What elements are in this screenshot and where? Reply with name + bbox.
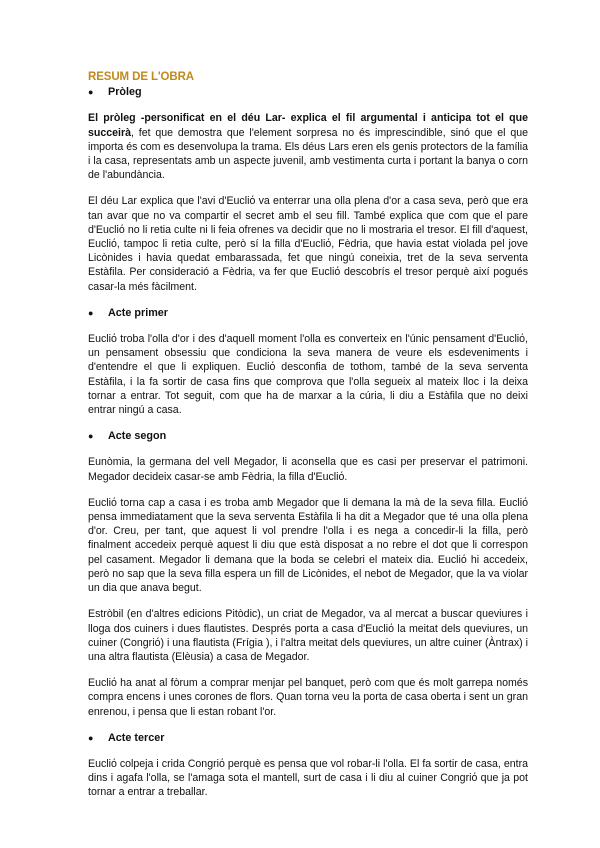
paragraph: Eucliό torna cap a casa i es troba amb Megador que li demana la mà de la seva filla. Eucliό pensa immediatament que la seva serventa Estàfila li ha dit a Megador que té una olla plena d'or. Creu, per tant, que aquest li vol prendre l'olla i es nega a concedir-li la filla, però finalment accedeix perquè aquest li diu que està disposat a no rebre el dot que li correspon pel casament. Megador li demana que la boda se celebri el mateix dia. Eucliό hi accedeix, però no sap que la seva filla espera un fill de Licònides, el nebot de Megador, que la va violar un dia que anava begut. [88,496,528,595]
section-heading-label: Acte primer [108,306,169,319]
bullet-icon: ● [88,87,94,98]
paragraph: El déu Lar explica que l'avi d'Eucliό va enterrar una olla plena d'or a casa seva, però que era tan avar que no va compartir el secret amb el seu fill. També explica que com que el pare d'Eucliό no li retia culte ni li feia ofrenes va decidir que no li mostraria el tresor. El fill d'aquest, Eucliό, tampoc li retia culte, però sí la filla d'Eucliό, Fèdria, que havia estat violada pel jove Licònides i havia quedat embarassada, fet que ningú coneixia, tret de la seva serventa Estàfila. Per consideració a Fèdria, va fer que Eucliό descobrís el tresor perquè així pogués casar-la més fàcilment. [88,195,528,293]
paragraph: Estròbil (en d'altres edicions Pitòdic), un criat de Megador, va al mercat a buscar queviures i lloga dos cuiners i dues flautistes. Després porta a casa d'Eucliό la meitat dels queviures, un cuiner (Congriό) i una flautista (Frígia ), i l'altra meitat dels queviures, un altre cuiner (Àntrax) i una altra flautista (Elèusia) a casa de Megador. [88,608,528,663]
section-heading-label: Acte tercer [108,731,165,744]
section-heading-acte-segon [88,429,528,443]
document-title: RESUM DE L'OBRA [88,71,195,83]
section-heading-proleg [88,85,528,99]
bullet-icon: ● [88,307,94,318]
section-heading-acte-primer [88,306,528,320]
document-body [88,70,528,800]
paragraph [88,111,528,182]
paragraph: Eunòmia, la germana del vell Megador, li aconsella que es casi per preservar el patrimoni. Megador decideix casar-se amb Fèdria, la filla d'Eucliό. [88,456,528,483]
paragraph: Eucliό colpeja i crida Congriό perquè es pensa que vol robar-li l'olla. El fa sortir de casa, entra dins i agafa l'olla, se l'amaga sota el mantell, surt de casa i li diu al cuiner Congriό que ja pot tornar a entrar a treballar. [88,757,528,799]
bullet-icon: ● [88,431,94,442]
section-heading-acte-tercer [88,731,528,745]
paragraph-bold-lead: El pròleg -personificat en el déu Lar- explica el fil argumental i anticipa tot el que succeirà [88,112,528,139]
paragraph: Eucliό ha anat al fòrum a comprar menjar pel banquet, però com que és molt garrepa només compra encens i unes corones de flors. Quan torna veu la porta de casa oberta i sent un gran enrenou, i pensa que li estan robant l'or. [88,677,528,718]
section-heading-label: Acte segon [108,430,167,443]
section-heading-label: Pròleg [108,86,142,99]
paragraph-text: , fet que demostra que l'element sorpresa no és imprescindible, sinó que el que importa és com es desenvolupa la trama. Els déus Lars eren els genis protectors de la família i la casa, representats amb un aspecte juvenil, amb vestimenta curta i portant la banya o corn de l'abundància. [88,126,528,182]
bullet-icon: ● [88,732,94,743]
paragraph: Eucliό troba l'olla d'or i des d'aquell moment l'olla es converteix en l'únic pensament d'Eucliό, un pensament obsessiu que condiciona la seva manera de veure els esdeveniments i d'entendre el que li expliquen. Eucliό desconfia de tothom, també de la seva serventa Estàfila, i la fa sortir de casa fins que comprova que l'olla segueix al mateix lloc i la deixa tornar a entrar. Tot seguit, com que ha de marxar a la cúria, li diu a Estàfila que no deixi entrar ningú a casa. [88,333,528,417]
